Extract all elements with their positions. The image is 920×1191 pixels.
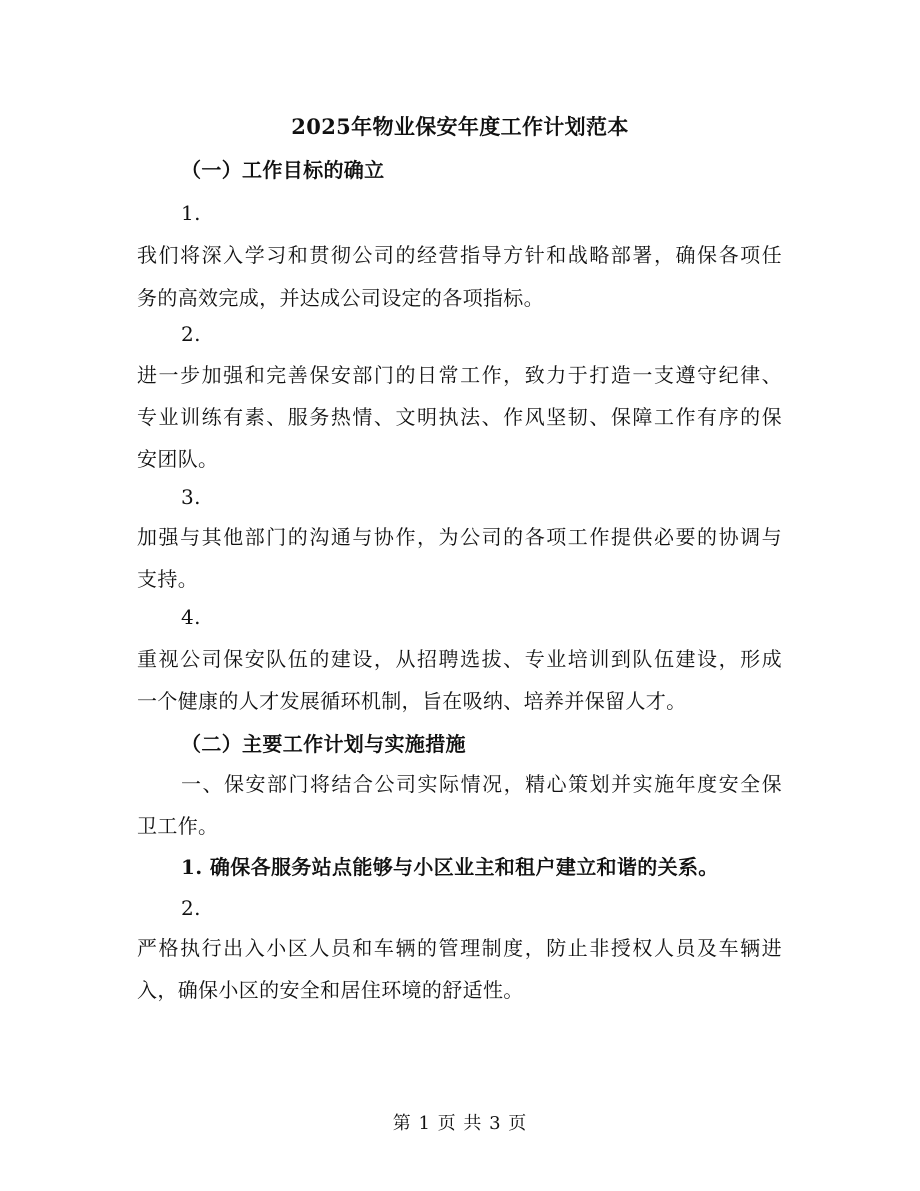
item-4-number: 4. [181,605,201,629]
section-2-item-2-line-1: 严格执行出入小区人员和车辆的管理制度，防止非授权人员及车辆进 [137,936,782,960]
section-2-bold-item: 1. 确保各服务站点能够与小区业主和租户建立和谐的关系。 [181,855,719,879]
item-4-line-2: 一个健康的人才发展循环机制，旨在吸纳、培养并保留人才。 [137,689,687,713]
section-2-heading: （二）主要工作计划与实施措施 [181,732,466,756]
item-2-number: 2. [181,322,201,346]
item-2-line-2: 专业训练有素、服务热情、文明执法、作风坚韧、保障工作有序的保 [137,405,782,429]
document-title: 2025年物业保安年度工作计划范本 [291,114,629,139]
item-1-number: 1. [181,201,201,225]
item-3-line-2: 支持。 [137,567,199,591]
item-2-line-3: 安团队。 [137,447,219,471]
item-1-line-1: 我们将深入学习和贯彻公司的经营指导方针和战略部署，确保各项任 [137,243,782,267]
item-3-line-1: 加强与其他部门的沟通与协作，为公司的各项工作提供必要的协调与 [137,525,782,549]
section-2-item-2-number: 2. [181,896,201,920]
section-1-heading: （一）工作目标的确立 [181,158,385,182]
page-footer: 第 1 页 共 3 页 [392,1113,528,1134]
item-4-line-1: 重视公司保安队伍的建设，从招聘选拔、专业培训到队伍建设，形成 [137,647,782,671]
section-2-item-2-line-2: 入，确保小区的安全和居住环境的舒适性。 [137,978,524,1002]
item-3-number: 3. [181,485,201,509]
section-2-intro-line-1: 一、保安部门将结合公司实际情况，精心策划并实施年度安全保 [181,772,782,796]
section-2-intro-line-2: 卫工作。 [137,814,219,838]
item-2-line-1: 进一步加强和完善保安部门的日常工作，致力于打造一支遵守纪律、 [137,363,782,387]
item-1-line-2: 务的高效完成，并达成公司设定的各项指标。 [137,286,544,310]
